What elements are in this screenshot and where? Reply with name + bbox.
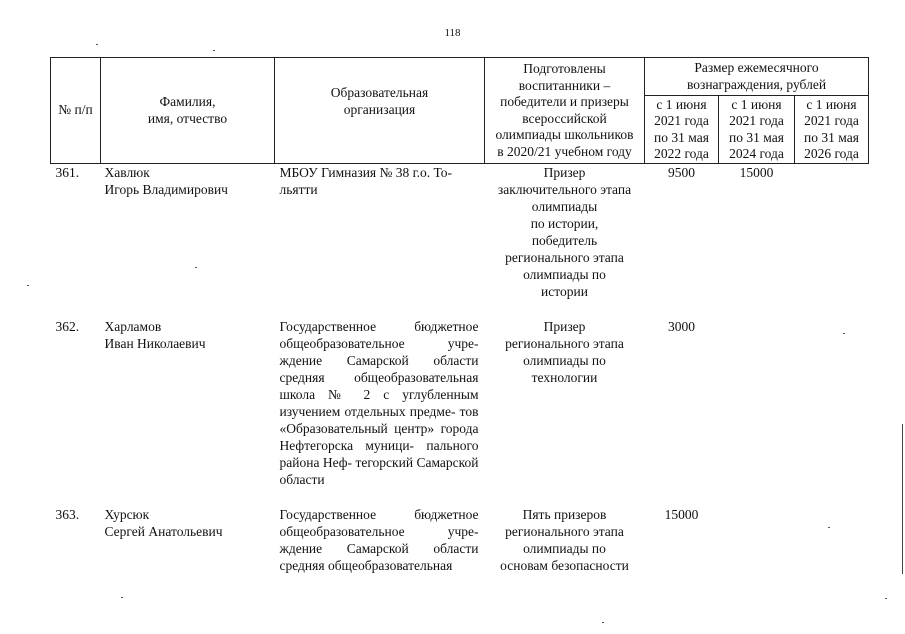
row-number: 361. <box>55 165 80 180</box>
table-row <box>51 164 869 319</box>
header-num: № п/п <box>51 58 101 164</box>
header-organization: Образовательная организация <box>275 58 485 164</box>
amount-2024 <box>719 506 795 586</box>
scan-speck <box>602 622 604 623</box>
organization: Государственное бюджетное общеобразовательное учре- ждение Самарской области средняя общеобразовательная <box>279 507 479 573</box>
amount-2022: 3000 <box>668 319 695 334</box>
amount-2022: 9500 <box>668 165 695 180</box>
organization: Государственное бюджетное общеобразовательное учре- ждение Самарской области средняя общеобразовательная школа № 2 с углубленным изучением отдельных предме- тов «Образовательный центр» города Нефтегорска муници- пального района Неф- тегорский Самарской области <box>279 319 479 487</box>
person-name: Хавлюк Игорь Владимирович <box>104 165 228 197</box>
achievement: Пять призеров регионального этапа олимпиады по основам безопасности <box>500 507 629 573</box>
scan-speck <box>828 527 830 528</box>
achievement: Призер заключительного этапа олимпиады по истории, победитель регионального этапа олимпиады по истории <box>497 165 632 299</box>
amount-2026 <box>795 318 869 506</box>
scan-speck <box>843 333 845 334</box>
scan-speck <box>96 44 98 45</box>
row-number: 362. <box>55 319 80 334</box>
scan-edge-line <box>902 424 903 574</box>
header-reward-group: Размер ежемесячного вознаграждения, рублей <box>645 58 869 96</box>
scan-speck <box>121 597 123 598</box>
amount-2026 <box>795 164 869 319</box>
person-name: Хурсюк Сергей Анатольевич <box>104 507 223 539</box>
awards-table <box>50 57 869 586</box>
amount-2022: 15000 <box>664 507 699 522</box>
header-name: Фамилия, имя, отчество <box>101 58 275 164</box>
scan-speck <box>195 267 197 268</box>
table-row <box>51 506 869 586</box>
header-period-2024: с 1 июня 2021 года по 31 мая 2024 года <box>719 96 795 164</box>
organization: МБОУ Гимназия № 38 г.о. То- льятти <box>279 165 453 197</box>
amount-2024: 15000 <box>739 165 774 180</box>
header-period-2026: с 1 июня 2021 года по 31 мая 2026 года <box>795 96 869 164</box>
page-number: 118 <box>444 27 461 39</box>
row-number: 363. <box>55 507 80 522</box>
amount-2026 <box>795 506 869 586</box>
person-name: Харламов Иван Николаевич <box>104 319 206 351</box>
scan-speck <box>213 50 215 51</box>
achievement: Призер регионального этапа олимпиады по технологии <box>505 319 624 385</box>
scan-speck <box>27 285 29 286</box>
header-period-2022: с 1 июня 2021 года по 31 мая 2022 года <box>645 96 719 164</box>
amount-2024 <box>719 318 795 506</box>
header-prepared: Подготовлены воспитанники – победители и призеры всероссийской олимпиады школьников в 2020/21 учебном году <box>485 58 645 164</box>
table-row <box>51 318 869 506</box>
scan-speck <box>885 598 887 599</box>
